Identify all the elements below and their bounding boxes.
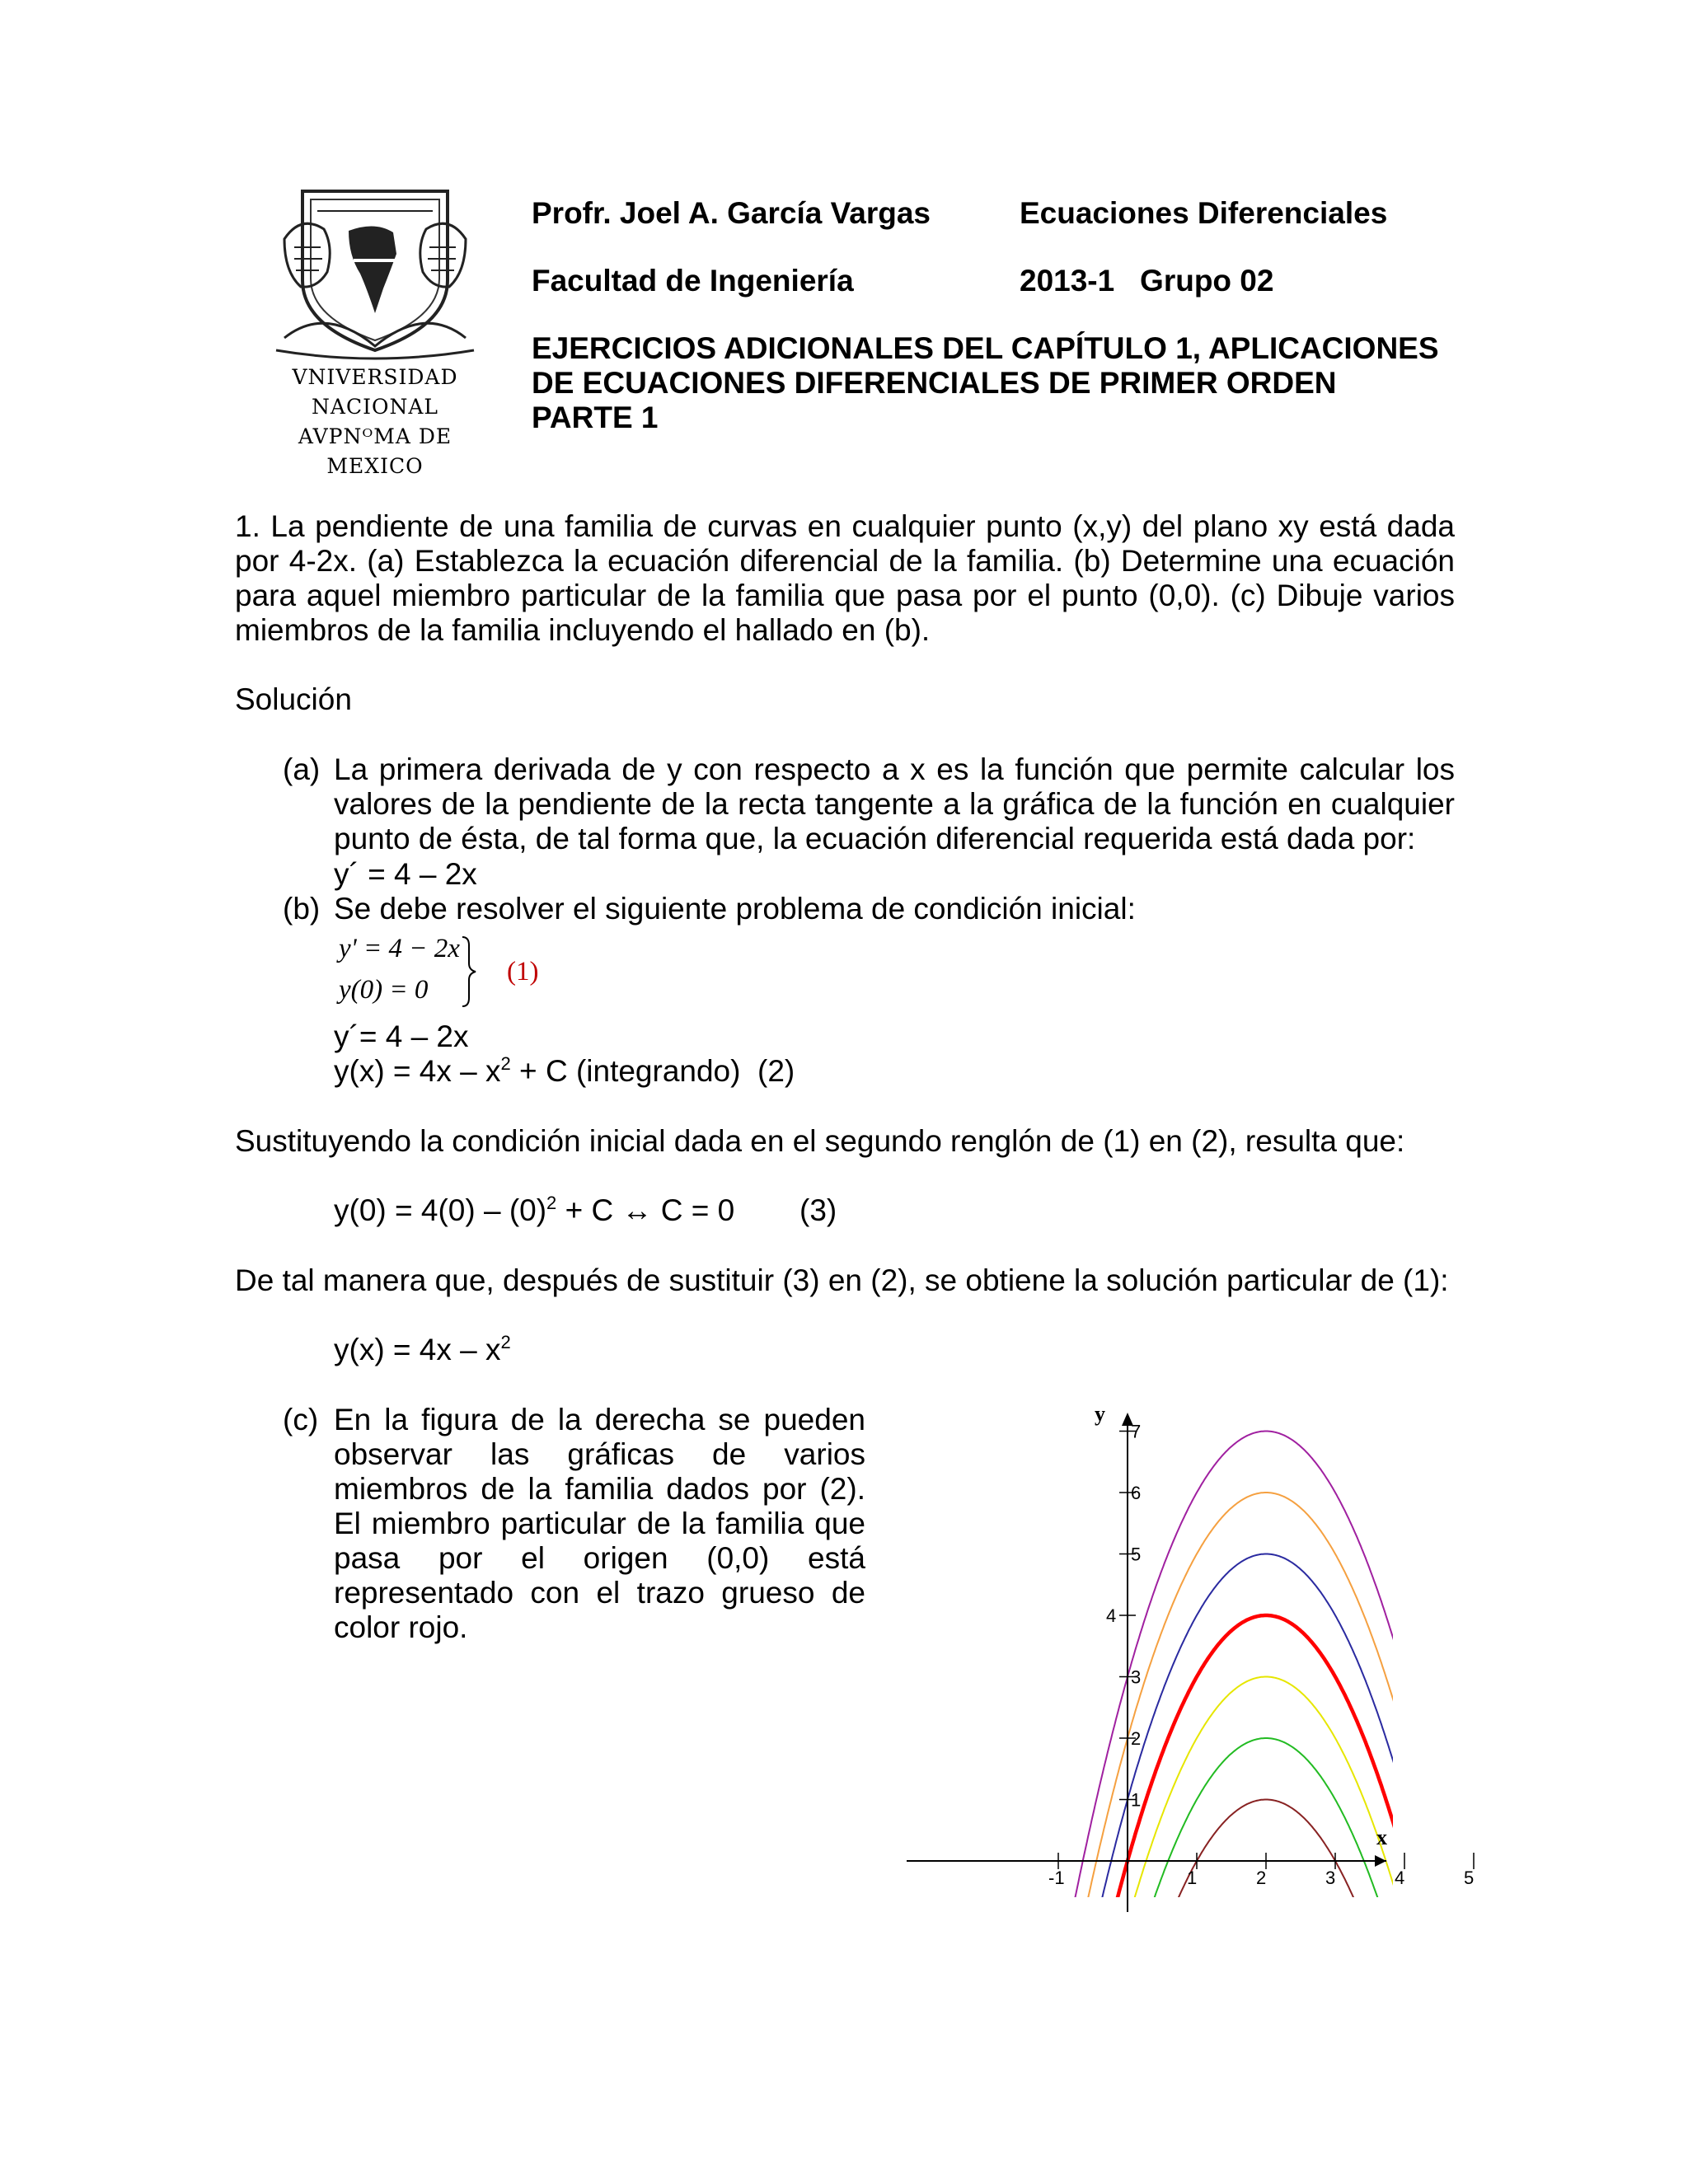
y-tick-label: 6: [1131, 1483, 1142, 1503]
solution-pre: y(x) = 4x – x: [334, 1333, 501, 1366]
professor-name: Profr. Joel A. García Vargas: [532, 196, 931, 230]
eq2-pre: y(x) = 4x – x: [334, 1054, 501, 1088]
curve-c-0: [1044, 1615, 1529, 2184]
y-tick-label: 7: [1131, 1421, 1142, 1442]
x-tick-label: 4: [1395, 1868, 1405, 1888]
part-c-label: (c): [283, 1403, 319, 1436]
problem-statement: 1. La pendiente de una familia de curvas en cualquier punto (x,y) del plano xy está dada por 4-2x. (a) Establezca la ecuación diferencial de la familia. (b) Determine una ecuación para aquel miembro particular de la familia que pasa por el punto (0,0). (c) Dibuje varios miembros de la familia incluyendo el hallado en (b).: [235, 509, 1455, 647]
x-tick-label: 2: [1256, 1868, 1267, 1888]
curve-c-neg1: [1044, 1677, 1529, 2184]
system-eq-1: y' = 4 − 2x: [339, 934, 460, 963]
system-brace: [459, 934, 479, 1008]
solution-exp: 2: [500, 1332, 511, 1352]
x-tick-label: 5: [1464, 1868, 1475, 1888]
title-line-3: PARTE 1: [532, 401, 659, 434]
title-line-1: EJERCICIOS ADICIONALES DEL CAPÍTULO 1, APLICACIONES: [532, 331, 1439, 365]
subst-eq-pre: y(0) = 4(0) – (0): [334, 1193, 547, 1227]
y-tick-label: 5: [1131, 1544, 1142, 1565]
y-tick-label: 4: [1106, 1605, 1117, 1626]
part-b-label: (b): [283, 892, 321, 926]
part-b-eq-line-2: [334, 1054, 795, 1089]
course-name: Ecuaciones Diferenciales: [1020, 196, 1388, 230]
part-a-text: La primera derivada de y con respecto a x es la función que permite calcular los valores de la pendiente de la recta tangente a la gráfica de la función en cualquier punto de ésta, de tal forma que, la ecuación diferencial requerida está dada por:: [334, 752, 1455, 855]
system-eq-2: y(0) = 0: [339, 975, 429, 1005]
y-axis-label: y: [1095, 1402, 1105, 1426]
x-tick-label: 3: [1325, 1868, 1336, 1888]
title-line-2: DE ECUACIONES DIFERENCIALES DE PRIMER ORDEN: [532, 366, 1337, 400]
substitution-equation: [334, 1193, 734, 1228]
x-tick-label: -1: [1048, 1868, 1065, 1888]
eq2-post: + C (integrando) (2): [510, 1054, 795, 1088]
y-tick-label: 3: [1131, 1666, 1142, 1688]
substitution-text: Sustituyendo la condición inicial dada en el segundo renglón de (1) en (2), resulta que:: [235, 1124, 1405, 1158]
eq2-exp: 2: [500, 1053, 511, 1074]
logo-line-3: MEXICO: [326, 454, 424, 478]
curve-c-1: [1044, 1554, 1529, 2184]
part-b-text: Se debe resolver el siguiente problema de condición inicial:: [334, 892, 1136, 926]
page-title: [532, 331, 1439, 435]
subst-eq-post: + C ↔ C = 0: [556, 1193, 735, 1227]
subst-eq-exp: 2: [546, 1193, 557, 1213]
substitution-tag: (3): [799, 1193, 837, 1227]
part-b-eq-line-1: y´= 4 – 2x: [334, 1019, 469, 1053]
curve-c-3: [1044, 1432, 1529, 2184]
unam-logo: [251, 181, 499, 478]
part-a-label: (a): [283, 752, 321, 786]
conclusion-text: De tal manera que, después de sustituir (3) en (2), se obtiene la solución particular de (1):: [235, 1263, 1449, 1297]
part-c-text: En la figura de la derecha se pueden observar las gráficas de varios miembros de la familia dados por (2). El miembro particular de la familia que pasa por el origen (0,0) está representado con el trazo grueso de color rojo.: [334, 1403, 865, 1644]
y-tick-label: 1: [1131, 1789, 1142, 1811]
x-axis-label: x: [1376, 1825, 1387, 1849]
curve-c-neg3: [1044, 1800, 1529, 2184]
initial-value-system: [334, 934, 581, 1008]
logo-line-1: VNIVERSIDAD NACIONAL: [292, 365, 458, 419]
term-group: 2013-1 Grupo 02: [1020, 264, 1274, 298]
part-a-equation: y´ = 4 – 2x: [334, 857, 477, 891]
faculty-name: Facultad de Ingeniería: [532, 264, 854, 298]
system-tag: (1): [507, 957, 539, 987]
logo-line-2: AVPNᴼMA DE: [298, 424, 452, 448]
solution-label: Solución: [235, 682, 352, 716]
curve-family-chart: [898, 1401, 1475, 1912]
x-tick-label: 1: [1187, 1868, 1198, 1888]
particular-solution: [334, 1333, 511, 1367]
unam-seal-icon: [251, 181, 499, 363]
y-tick-label: 2: [1131, 1728, 1142, 1749]
